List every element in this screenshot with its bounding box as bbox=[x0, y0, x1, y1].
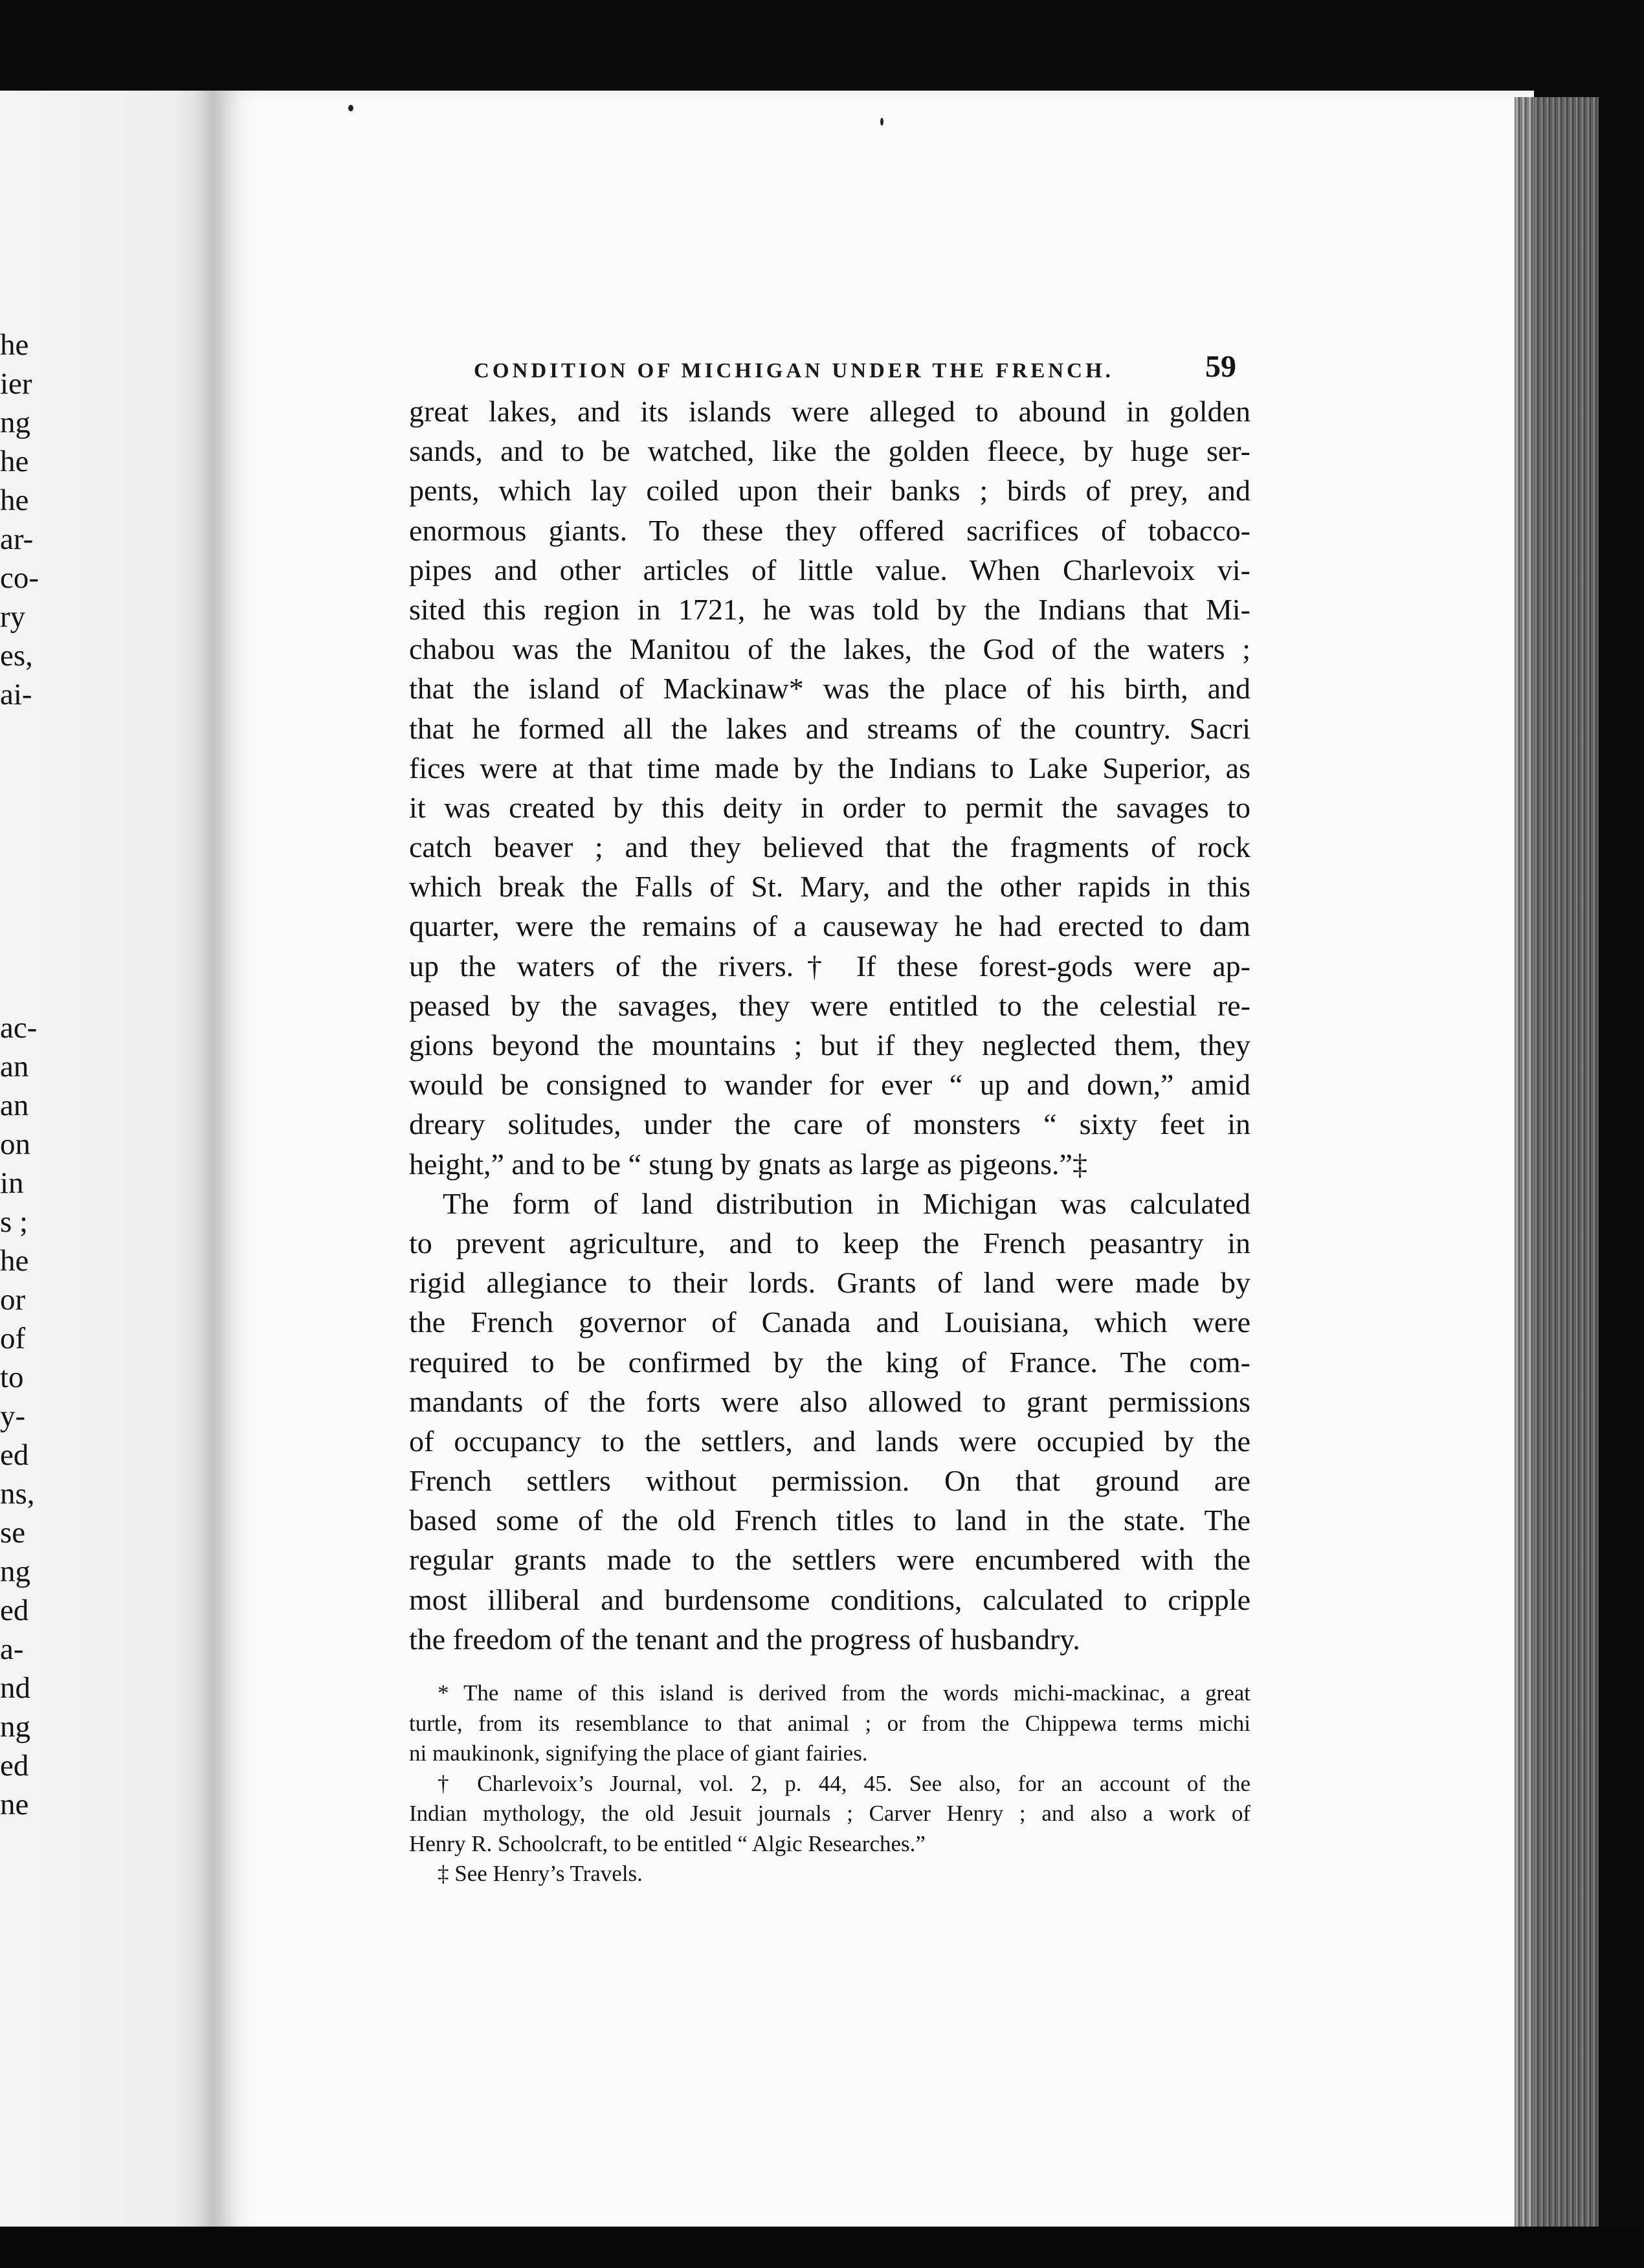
facing-page-fragment: to bbox=[0, 1361, 24, 1394]
body-line: most illiberal and burdensome conditions, calculated to cripple bbox=[409, 1583, 1250, 1616]
body-line: required to be confirmed by the king of France. The com- bbox=[409, 1345, 1250, 1379]
body-line: it was created by this deity in order to permit the savages to bbox=[409, 790, 1250, 824]
facing-page-fragment: he bbox=[0, 445, 29, 478]
page-text-column bbox=[409, 346, 1250, 1889]
body-line: rigid allegiance to their lords. Grants of land were made by bbox=[409, 1266, 1250, 1300]
footnotes bbox=[409, 1678, 1250, 1889]
facing-page-fragment: ne bbox=[0, 1788, 29, 1821]
facing-page-fragment: he bbox=[0, 1244, 29, 1278]
body-line: to prevent agriculture, and to keep the French peasantry in bbox=[409, 1226, 1250, 1260]
facing-page-fragment: co- bbox=[0, 561, 39, 595]
footnote-line: turtle, from its resemblance to that animal ; or from the Chippewa terms michi bbox=[409, 1710, 1250, 1736]
facing-page-fragment: ed bbox=[0, 1749, 29, 1783]
body-text bbox=[409, 392, 1250, 1659]
facing-page-fragment: ac- bbox=[0, 1011, 38, 1045]
body-line: French settlers without permission. On that ground are bbox=[409, 1464, 1250, 1498]
body-line: The form of land distribution in Michigan was calculated bbox=[443, 1186, 1250, 1220]
body-line: that he formed all the lakes and streams of the country. Sacri bbox=[409, 711, 1250, 745]
facing-page-fragment: y- bbox=[0, 1399, 26, 1433]
body-line: gions beyond the mountains ; but if they neglected them, they bbox=[409, 1028, 1250, 1062]
footnote-line: † Charlevoix’s Journal, vol. 2, p. 44, 45. See also, for an account of the bbox=[438, 1770, 1250, 1796]
facing-page-fragment: in bbox=[0, 1166, 24, 1200]
facing-page-fragment: ns, bbox=[0, 1477, 35, 1511]
footnote-line: ‡ See Henry’s Travels. bbox=[438, 1861, 643, 1886]
facing-page-fragment: he bbox=[0, 484, 29, 517]
footnote-line: ni maukinonk, signifying the place of giant fairies. bbox=[409, 1740, 868, 1766]
page-header bbox=[409, 346, 1250, 392]
footnote-line: Indian mythology, the old Jesuit journals ; Carver Henry ; and also a work of bbox=[409, 1801, 1250, 1826]
body-line: great lakes, and its islands were alleged to abound in golden bbox=[409, 395, 1250, 428]
body-line: height,” and to be “ stung by gnats as large as pigeons.”‡ bbox=[409, 1147, 1087, 1181]
scan-bottom-border bbox=[0, 2227, 1644, 2268]
facing-page-fragment: s ; bbox=[0, 1205, 28, 1239]
body-line: sands, and to be watched, like the golden fleece, by huge ser- bbox=[409, 434, 1250, 468]
facing-page-fragment: ng bbox=[0, 1555, 30, 1588]
body-line: the freedom of the tenant and the progress of husbandry. bbox=[409, 1622, 1080, 1656]
facing-page-fragment: ar- bbox=[0, 522, 34, 556]
facing-page-fragment: an bbox=[0, 1089, 29, 1122]
page-stack-edge bbox=[1534, 97, 1599, 2227]
facing-page-fragment: an bbox=[0, 1050, 29, 1084]
facing-page-fragment: ai- bbox=[0, 678, 32, 711]
body-line: based some of the old French titles to land in the state. The bbox=[409, 1504, 1250, 1537]
facing-page-fragment: ier bbox=[0, 367, 32, 401]
body-line: fices were at that time made by the Indians to Lake Superior, as bbox=[409, 751, 1250, 784]
body-line: pents, which lay coiled upon their banks ; birds of prey, and bbox=[409, 474, 1250, 507]
body-line: which break the Falls of St. Mary, and the other rapids in this bbox=[409, 870, 1250, 904]
body-line: that the island of Mackinaw* was the place of his birth, and bbox=[409, 672, 1250, 706]
print-speck bbox=[880, 118, 883, 126]
facing-page-fragment: es, bbox=[0, 639, 33, 673]
facing-page-fragment: on bbox=[0, 1128, 30, 1161]
footnote-line: Henry R. Schoolcraft, to be entitled “ Algic Researches.” bbox=[409, 1830, 926, 1856]
facing-page-fragment: or bbox=[0, 1283, 26, 1317]
body-line: would be consigned to wander for ever “ up and down,” amid bbox=[409, 1068, 1250, 1102]
body-line: regular grants made to the settlers were encumbered with the bbox=[409, 1543, 1250, 1577]
facing-page-fragment: ng bbox=[0, 406, 30, 439]
page-edge bbox=[1515, 97, 1534, 2227]
body-line: catch beaver ; and they believed that the fragments of rock bbox=[409, 830, 1250, 864]
body-line: enormous giants. To these they offered sacrifices of tobacco- bbox=[409, 513, 1250, 547]
facing-page-fragment: a- bbox=[0, 1632, 24, 1666]
body-line: of occupancy to the settlers, and lands were occupied by the bbox=[409, 1424, 1250, 1458]
body-line: the French governor of Canada and Louisiana, which were bbox=[409, 1306, 1250, 1339]
facing-page-fragment: ed bbox=[0, 1438, 29, 1472]
facing-page-fragment: se bbox=[0, 1516, 26, 1550]
facing-page-fragment: ry bbox=[0, 600, 26, 634]
body-line: sited this region in 1721, he was told by the Indians that Mi- bbox=[409, 592, 1250, 626]
body-line: up the waters of the rivers.† If these forest-gods were ap- bbox=[409, 949, 1250, 983]
print-speck bbox=[348, 105, 353, 111]
body-line: pipes and other articles of little value. When Charlevoix vi- bbox=[409, 553, 1250, 586]
facing-page-fragment: of bbox=[0, 1322, 26, 1355]
running-head: CONDITION OF MICHIGAN UNDER THE FRENCH. bbox=[474, 359, 1114, 383]
footnote-line: * The name of this island is derived from the words michi-mackinac, a great bbox=[438, 1680, 1250, 1706]
facing-page-fragment: nd bbox=[0, 1671, 30, 1705]
body-line: dreary solitudes, under the care of monsters “ sixty feet in bbox=[409, 1107, 1250, 1141]
page-number: 59 bbox=[1205, 350, 1236, 384]
body-line: mandants of the forts were also allowed to grant permissions bbox=[409, 1384, 1250, 1418]
facing-page-fragment: ed bbox=[0, 1594, 29, 1627]
facing-page-fragment: he bbox=[0, 328, 29, 362]
body-line: chabou was the Manitou of the lakes, the God of the waters ; bbox=[409, 632, 1250, 666]
facing-page-fragment: ng bbox=[0, 1710, 30, 1744]
body-line: quarter, were the remains of a causeway he had erected to dam bbox=[409, 909, 1250, 943]
body-line: peased by the savages, they were entitled to the celestial re- bbox=[409, 988, 1250, 1022]
